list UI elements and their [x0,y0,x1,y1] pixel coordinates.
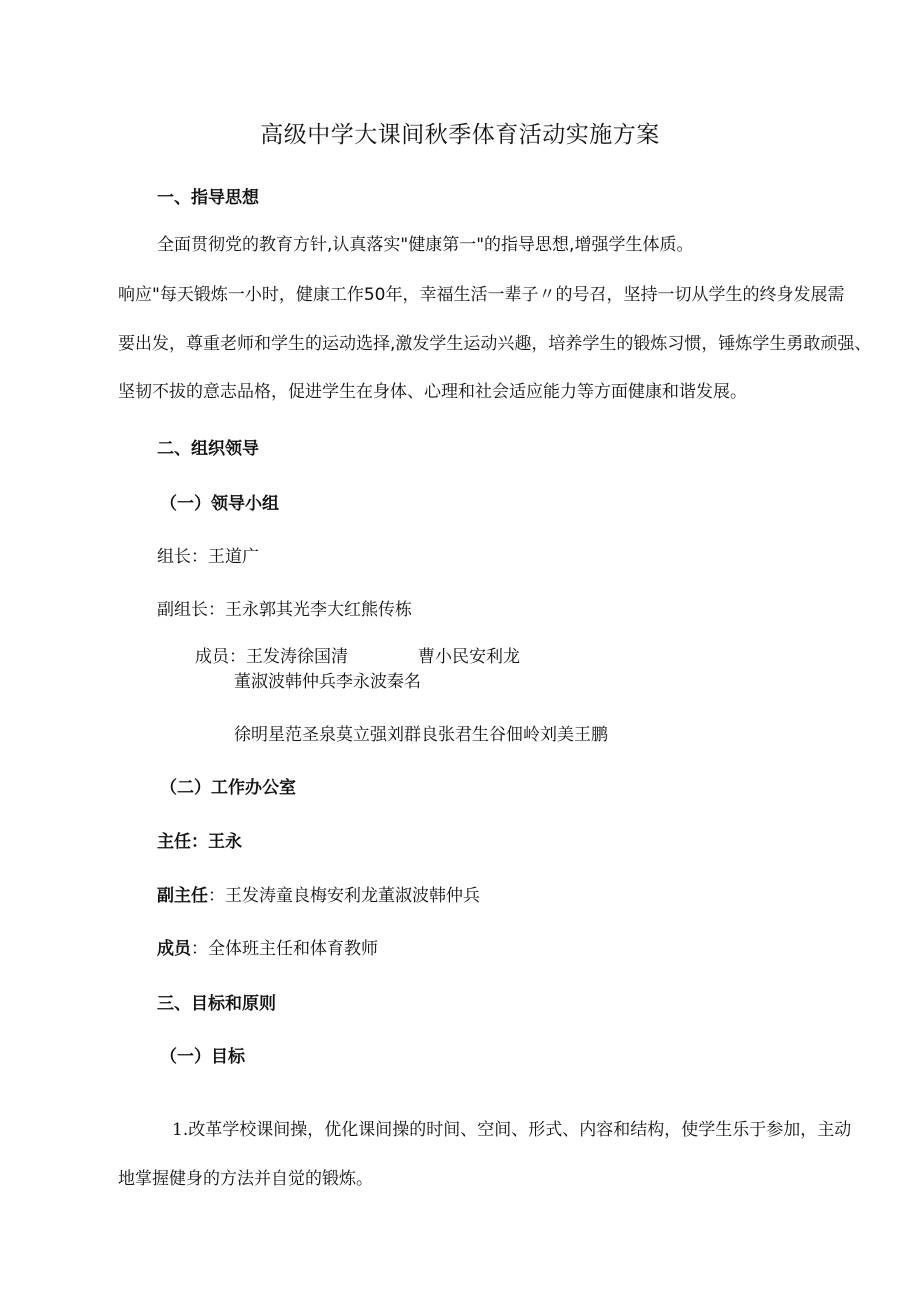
office-members [157,937,378,961]
group-members-line: 曹小民安利龙 [418,647,520,667]
subheading-work-office: （二）工作办公室 [160,778,296,798]
group-members-line: 董淑波韩仲兵李永波秦名 [234,672,421,692]
office-members-value: ：全体班主任和体育教师 [191,939,378,959]
office-deputy [157,884,480,908]
group-deputy: 副组长：王永郭其光李大红熊传栋 [157,600,412,620]
subheading-leading-group: （一）领导小组 [160,494,279,514]
paragraph-line: 全面贯彻党的教育方针,认真落实"健康第一"的指导思想,增强学生体质。 [157,235,694,255]
group-leader: 组长：王道广 [157,547,259,567]
goal-item-1 [172,1118,851,1142]
paragraph-line: 坚韧不拔的意志品格，促进学生在身体、心理和社会适应能力等方面健康和谐发展。 [118,382,747,402]
office-deputy-label: 副主任 [157,886,208,906]
paragraph-line: 地掌握健身的方法并自觉的锻炼。 [118,1169,373,1189]
group-members-line: 徐明星范圣泉莫立强刘群良张君生谷佃岭刘美王鹏 [234,725,608,745]
section-heading-guiding-ideology: 一、指导思想 [157,188,259,208]
section-heading-organization: 二、组织领导 [157,439,259,459]
paragraph-line: 要出发，尊重老师和学生的运动选择,激发学生运动兴趣，培养学生的锻炼习惯，锤炼学生勇敢顽强、 [118,334,872,354]
goal-item-number: 1 [172,1120,183,1140]
paragraph-line: 响应"每天锻炼一小时，健康工作50年，幸福生活一辈子〃的号召，坚持一切从学生的终身发展需 [118,285,845,305]
office-members-label: 成员 [157,939,191,959]
office-deputy-value: ：王发涛童良梅安利龙董淑波韩仲兵 [208,886,480,906]
group-members-label: 成员：王发涛徐国清 [195,647,348,667]
office-director: 主任：王永 [157,832,242,852]
document-title: 高级中学大课间秋季体育活动实施方案 [260,122,660,148]
section-heading-goals-principles: 三、目标和原则 [157,994,276,1014]
goal-item-text: .改革学校课间操，优化课间操的时间、空间、形式、内容和结构，使学生乐于参加，主动 [182,1120,852,1140]
subheading-goals: （一）目标 [160,1047,245,1067]
